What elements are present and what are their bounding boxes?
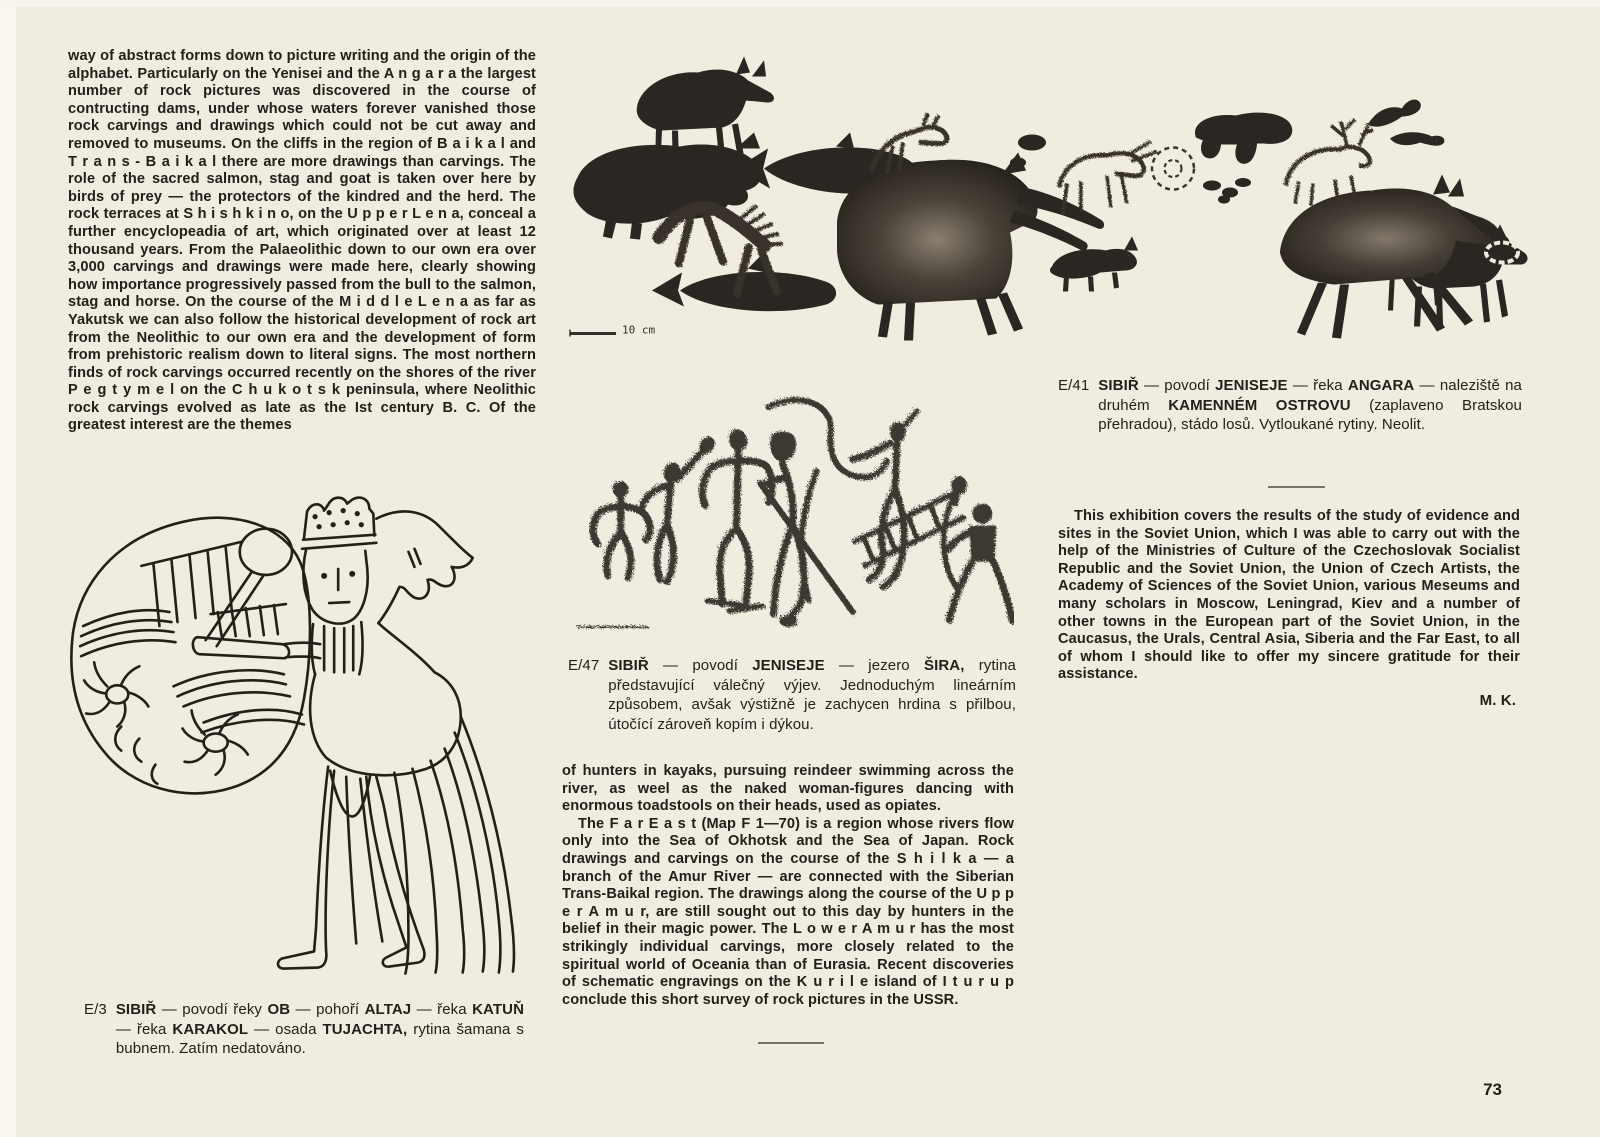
scale-bar-label: 10 cm xyxy=(622,323,656,337)
far-east-paragraph: The F a r E a s t (Map F 1—70) is a region whose rivers flow only into the Sea of Okhotsk and the Sea of Japan. Rock drawings and carvings on the course of the S h i l k a — a branch of the Amur River — are connected with the Siberian Trans-Baikal region. The drawings along the course of the U p p e r A m u r, are still sought out to this day by hunters in the belief in their magic power. The L o w e r A m u r has the most strikingly individual carvings, more closely related to the spiritual world of Oceania than of Eurasia. Recent discoveries of schematic engravings on the K u r i l e island of I t u r u p conclude this short survey of rock pictures in the USSR. xyxy=(562,815,1014,1008)
caption-e3 xyxy=(84,1000,524,1059)
exhibition-paragraph: This exhibition covers the results of the study of evidence and sites in the Soviet Union, which I was able to carry out with the help of the Ministries of Culture of the Czechoslovak Socialist Republic and the Soviet Union, the Union of Czech Artists, the Academy of Sciences of the Soviet Union, various Meseums and many scholars in Moscow, Leningrad, Kiev and a number of other towns in the European part of the Soviet Union, in the Caucasus, the Urals, Central Asia, Siberia and the Far East, to all of whom I should like to offer my sincere gratitude for their assistance. xyxy=(1058,508,1520,683)
petroglyph-panel-figure xyxy=(540,42,1540,347)
caption-e41-text: SIBIŘ — povodí JENISEJE — řeka ANGARA — naleziště na druhém KAMENNÉM OSTROVU (zaplaveno Bratskou přehradou), stádo losů. Vytloukané rytiny. Neolit. xyxy=(1098,377,1522,433)
section-divider-right xyxy=(1268,486,1325,488)
caption-e3-text: SIBIŘ — povodí řeky OB — pohoří ALTAJ — řeka KATUŇ — řeka KARAKOL — osada TUJACHTA, rytina šamana s bubnem. Zatím nedatováno. xyxy=(115,1001,525,1057)
left-text-column xyxy=(68,48,536,435)
middle-text-column xyxy=(562,763,1014,1009)
signature: M. K. xyxy=(1479,691,1516,709)
right-text-column xyxy=(1058,508,1520,710)
page-edge-left xyxy=(0,0,16,1137)
battle-scene-petroglyph-drawing xyxy=(562,370,1014,644)
left-paragraph: way of abstract forms down to picture writing and the origin of the alphabet. Particularly on the Yenisei and the A n g a r a the largest number of rock pictures was discovered in the course of contructing dams, under whose waters forever vanished those rock carvings and drawings which could not be cut away and removed to museums. On the cliffs in the region of B a i k a l and T r a n s - B a i k a l there are more drawings than carvings. The role of the sacred salmon, stag and goat is taken over here by birds of prey — the protectors of the kindred and the herd. The rock terraces at S h i s h k i n o, on the U p p e r L e n a, conceal a further encyclopeadia of art, which originated over at least 12 thousand years. From the Palaeolithic down to our own era over 3,000 carvings and drawings were made here, clearly showing how importance progressively passed from the bull to the salmon, stag and horse. On the course of the M i d d l e L e n a as far as Yakutsk we can also follow the historical development of rock art from the Neolithic to our own era and the development of form from prehistoric realism down to literal signs. The most northern finds of rock carvings occurred recently on the shores of the river P e g t y m e l on the C h u k o t s k peninsula, where Neolithic rock carvings evolved as late as the Ist century B. C. Of the greatest interest are the themes xyxy=(68,48,536,434)
shaman-figure xyxy=(55,462,537,977)
section-divider-center xyxy=(758,1042,824,1044)
page-number: 73 xyxy=(1483,1080,1502,1099)
shaman-with-drum-drawing xyxy=(55,462,537,977)
caption-e41-label: E/41 xyxy=(1058,377,1090,394)
caption-e41 xyxy=(1058,376,1522,435)
caption-e47-text: SIBIŘ — povodí JENISEJE — jezero ŠIRA, rytina představující válečný výjev. Jednoduchým lineárním způsobem, avšak výstižně je zachycen hrdina s přilbou, útočící zároveň kopím i dýkou. xyxy=(608,657,1016,733)
sun-symbol-dashed-circles xyxy=(1152,148,1194,190)
hunters-paragraph: of hunters in kayaks, pursuing reindeer swimming across the river, as weel as the naked woman-figures dancing with enormous toadstools on their heads, used as opiates. xyxy=(562,763,1014,815)
battle-scene-figure xyxy=(562,370,1014,644)
elk-herd-petroglyph-drawing xyxy=(540,42,1540,347)
scale-bar xyxy=(570,324,655,337)
page-edge-top xyxy=(0,0,1600,7)
caption-e47 xyxy=(568,656,1016,734)
caption-e3-label: E/3 xyxy=(84,1001,107,1018)
caption-e47-label: E/47 xyxy=(568,657,600,674)
